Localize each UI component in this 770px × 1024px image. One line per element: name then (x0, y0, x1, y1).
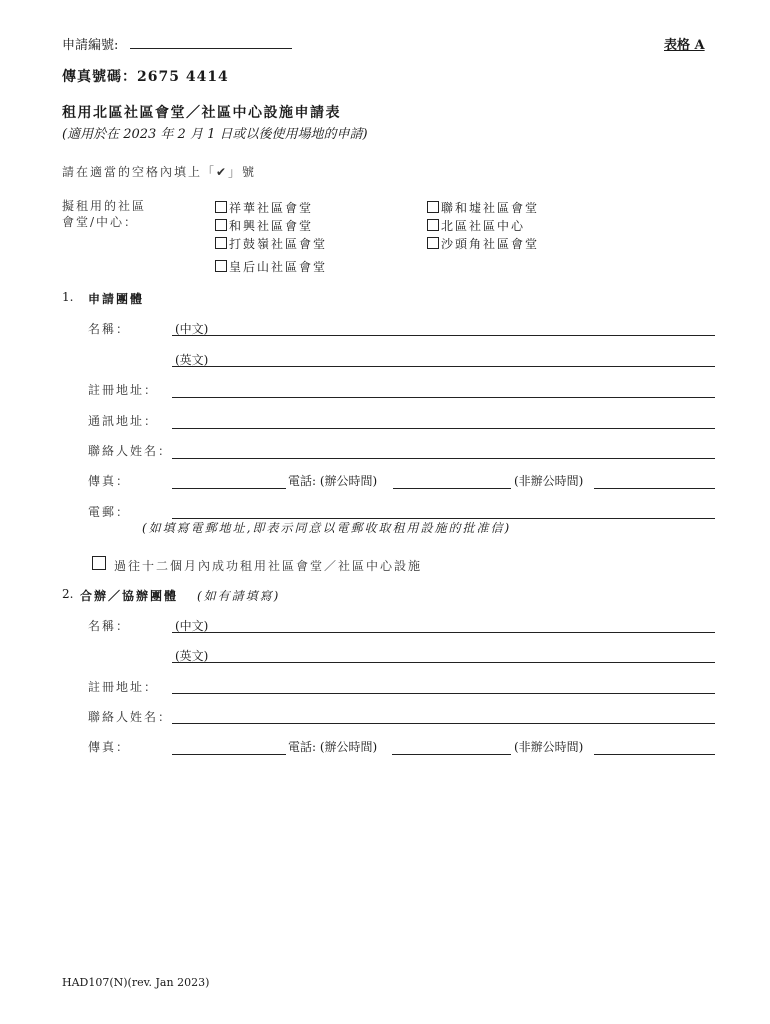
s1-fax-label: 傳真： (88, 474, 131, 488)
instruction-text: 請在適當的空格內填上「✔」號 (62, 165, 257, 179)
venue-label-line1: 擬租用的社區 (62, 199, 147, 213)
s1-reg-address-label: 註冊地址： (88, 383, 159, 397)
checkbox[interactable] (215, 219, 227, 231)
s1-mail-address-label: 通訊地址： (88, 414, 159, 428)
s1-tel-office-label: 電話: (辦公時間) (288, 474, 378, 488)
checkbox[interactable] (427, 201, 439, 213)
fax-number: 傳真號碼：2675 4414 (62, 69, 229, 85)
form-tag: 表格 A (664, 38, 705, 53)
checkbox[interactable] (427, 237, 439, 249)
past-rental-label: 過往十二個月內成功租用社區會堂／社區中心設施 (114, 559, 423, 573)
s2-chinese-label: (中文) (175, 619, 209, 633)
checkbox[interactable] (215, 237, 227, 249)
venue-option-queens-hill[interactable]: 皇后山社區會堂 (215, 258, 327, 275)
venue-option-ta-kwu-ling[interactable]: 打鼓嶺社區會堂 (215, 235, 327, 252)
s1-name-chinese-field[interactable] (172, 335, 715, 336)
checkbox[interactable] (427, 219, 439, 231)
section2-title-note: (如有請填寫) (197, 589, 281, 603)
s2-reg-address-field[interactable] (172, 693, 715, 694)
section2-number: 2. (62, 587, 74, 601)
s2-contact-name-field[interactable] (172, 723, 715, 724)
venue-option-sha-tau-kok[interactable]: 沙頭角社區會堂 (427, 235, 539, 252)
venue-option-luen-wo-hui[interactable]: 聯和墟社區會堂 (427, 199, 539, 216)
s2-contact-name-label: 聯絡人姓名： (88, 710, 173, 724)
s1-email-note: (如填寫電郵地址,即表示同意以電郵收取租用設施的批准信) (142, 521, 512, 535)
venue-option-cheung-wah[interactable]: 祥華社區會堂 (215, 199, 313, 216)
s2-reg-address-label: 註冊地址： (88, 680, 159, 694)
section1-number: 1. (62, 290, 74, 304)
section2-title: 合辦／協辦團體 (80, 589, 179, 603)
application-number-label: 申請編號: (62, 38, 119, 53)
form-code-footer: HAD107(N)(rev. Jan 2023) (62, 976, 210, 989)
venue-option-wo-hing[interactable]: 和興社區會堂 (215, 217, 313, 234)
s1-fax-field[interactable] (172, 488, 286, 489)
s1-name-label: 名稱： (88, 322, 131, 336)
venue-label-line2: 會堂/中心： (62, 215, 139, 229)
s2-tel-non-office-label: (非辦公時間) (514, 740, 584, 754)
section1-title: 申請團體 (88, 292, 145, 306)
s1-tel-non-office-field[interactable] (594, 488, 715, 489)
s2-tel-non-office-field[interactable] (594, 754, 715, 755)
checkbox[interactable] (215, 260, 227, 272)
s1-tel-office-field[interactable] (393, 488, 511, 489)
s2-fax-label: 傳真： (88, 740, 131, 754)
s2-name-chinese-field[interactable] (172, 632, 715, 633)
s2-name-english-field[interactable] (172, 662, 715, 663)
s1-tel-non-office-label: (非辦公時間) (514, 474, 584, 488)
venue-option-north-district[interactable]: 北區社區中心 (427, 217, 525, 234)
s1-email-label: 電郵： (88, 505, 131, 519)
s1-contact-name-field[interactable] (172, 458, 715, 459)
application-number-field[interactable] (130, 48, 292, 49)
s1-reg-address-field[interactable] (172, 397, 715, 398)
past-rental-checkbox[interactable] (92, 556, 106, 570)
title-note: (適用於在 2023 年 2 月 1 日或以後使用場地的申請) (62, 127, 368, 142)
s2-tel-office-field[interactable] (392, 754, 511, 755)
s2-tel-office-label: 電話: (辦公時間) (288, 740, 378, 754)
s1-contact-name-label: 聯絡人姓名： (88, 444, 173, 458)
s1-name-english-field[interactable] (172, 366, 715, 367)
s2-fax-field[interactable] (172, 754, 286, 755)
s1-english-label: (英文) (175, 353, 209, 367)
s2-name-label: 名稱： (88, 619, 131, 633)
checkbox[interactable] (215, 201, 227, 213)
page-title: 租用北區社區會堂／社區中心設施申請表 (62, 105, 341, 121)
s1-chinese-label: (中文) (175, 322, 209, 336)
s1-mail-address-field[interactable] (172, 428, 715, 429)
s2-english-label: (英文) (175, 649, 209, 663)
